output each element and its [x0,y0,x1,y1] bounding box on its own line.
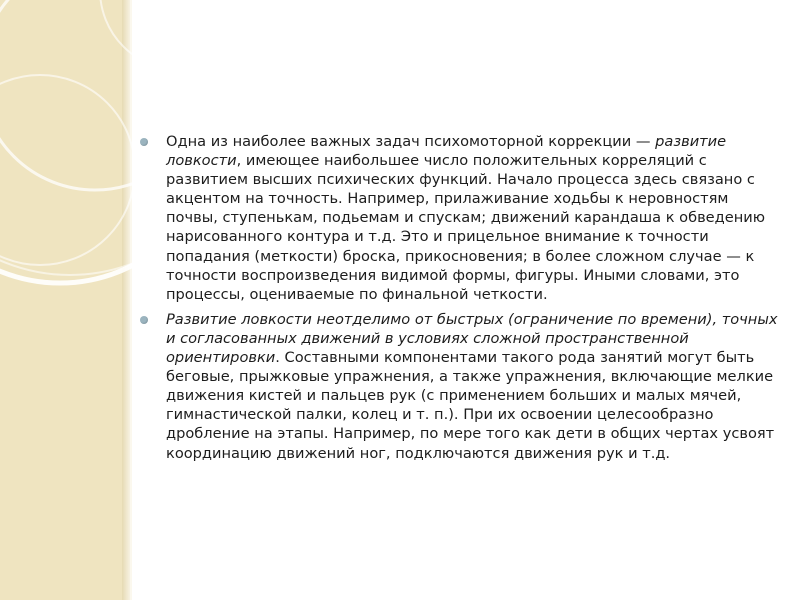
bullet-dot-icon [140,316,148,324]
decorative-circle-small [0,75,135,265]
decorative-circle-upper [100,0,260,70]
paragraph-2-rest: . Составными компонентами такого рода занятий могут быть беговые, прыжковые упражнения, а также упражнения, включающие мелкие движения кистей и пальцев рук (с применением больших и малых мячей, гимнастической палки, колец и т. п.). При их освоении целесообразно дробление на этапы. Например, по мере того как дети в общих чертах усвоят координацию движений ног, подключаются движения рук и т.д. [166,349,775,462]
bullet-paragraph-1 [138,132,778,304]
paragraph-2-italic: Развитие ловкости неотделимо от быстрых (ограничение по времени), точных и согласованных движений в условиях сложной пространственной ориентировки [166,310,778,367]
bullet-paragraph-2 [138,310,778,463]
paragraph-1-lead: Одна из наиболее важных задач психомоторной коррекции — [166,133,656,150]
bullet-dot-icon [140,138,148,146]
slide-body [138,132,778,469]
paragraph-1-italic: развитие ловкости [166,133,727,170]
paragraph-1-rest: , имеющее наибольшее число положительных корреляций с развитием высших психических функций. Начало процесса здесь связано с акцентом на точность. Например, прилаживание ходьбы к неровностям почвы, ступенькам, подьемам и спускам; движений карандаша к обведению нарисованного контура и т.д. Это и прицельное внимание к точности попадания (меткости) броска, прикосновения; в более сложном случае — к точности воспроизведения видимой формы, фигуры. Иными словами, это процессы, оцениваемые по финальной четкости. [166,152,766,303]
